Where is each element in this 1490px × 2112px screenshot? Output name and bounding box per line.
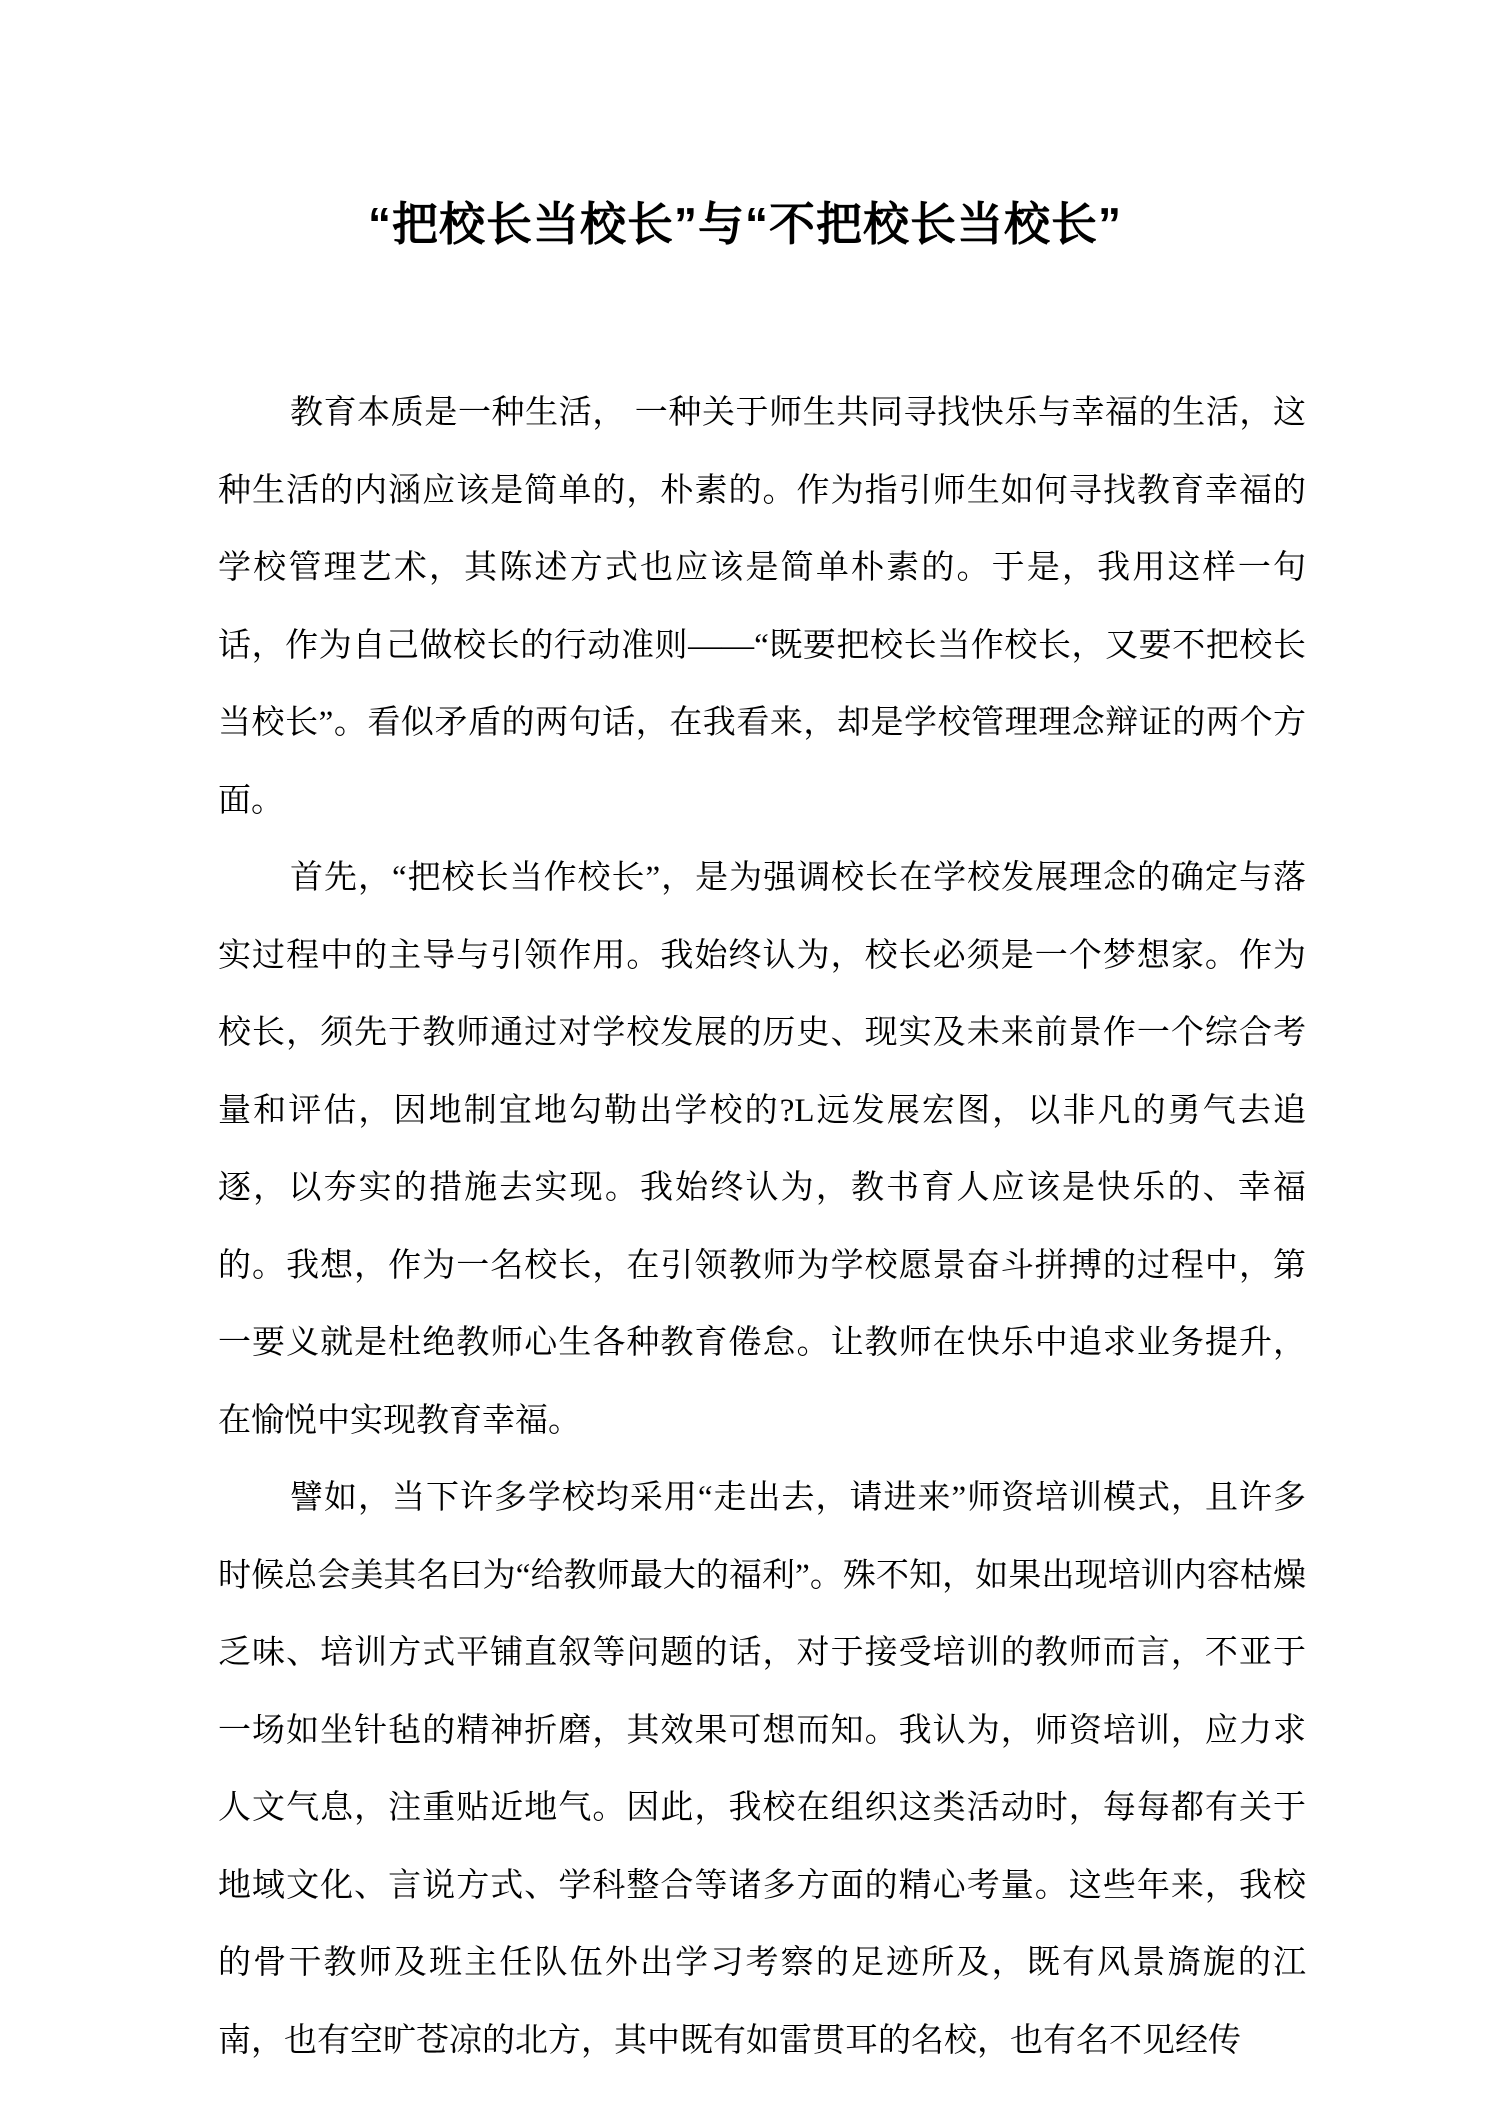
document-body xyxy=(218,375,1306,2080)
paragraph-1: 教育本质是一种生活， 一种关于师生共同寻找快乐与幸福的生活，这种生活的内涵应该是简单的，朴素的。作为指引师生如何寻找教育幸福的学校管理艺术，其陈述方式也应该是简单朴素的。于是，我用这样一句话，作为自己做校长的行动准则——“既要把校长当作校长，又要不把校长当校长”。看似矛盾的两句话，在我看来，却是学校管理理念辩证的两个方面。 xyxy=(218,395,1306,819)
paragraph-2: 首先，“把校长当作校长”，是为强调校长在学校发展理念的确定与落实过程中的主导与引领作用。我始终认为，校长必须是一个梦想家。作为校长，须先于教师通过对学校发展的历史、现实及未来前景作一个综合考量和评估，因地制宜地勾勒出学校的?L远发展宏图，以非凡的勇气去追逐，以夯实的措施去实现。我始终认为，教书育人应该是快乐的、幸福的。我想，作为一名校长，在引领教师为学校愿景奋斗拼搏的过程中，第一要义就是杜绝教师心生各种教育倦怠。让教师在快乐中追求业务提升，在愉悦中实现教育幸福。 xyxy=(218,860,1306,1439)
paragraph-3: 譬如，当下许多学校均采用“走出去，请进来”师资培训模式，且许多时候总会美其名曰为“给教师最大的福利”。殊不知，如果出现培训内容枯燥乏味、培训方式平铺直叙等问题的话，对于接受培训的教师而言，不亚于一场如坐针毡的精神折磨，其效果可想而知。我认为，师资培训，应力求人文气息，注重贴近地气。因此，我校在组织这类活动时，每每都有关于地域文化、言说方式、学科整合等诸多方面的精心考量。这些年来，我校的骨干教师及班主任队伍外出学习考察的足迹所及，既有风景旖旎的江南，也有空旷苍凉的北方，其中既有如雷贯耳的名校，也有名不见经传 xyxy=(218,1480,1306,2059)
document-title: “把校长当校长”与“不把校长当校长” xyxy=(368,198,1122,250)
